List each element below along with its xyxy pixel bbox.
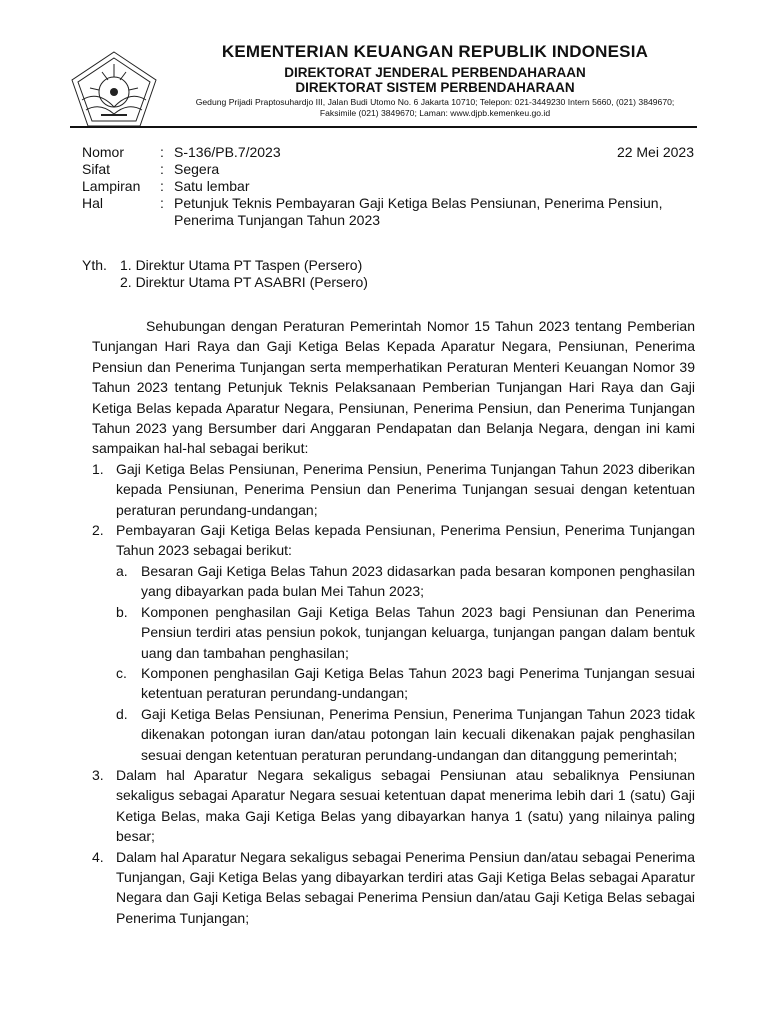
- item-text: Gaji Ketiga Belas Pensiunan, Penerima Pensiun, Penerima Tunjangan Tahun 2023 tidak dikenakan potongan iuran dan/atau potongan lain kecuali dikenakan pajak penghasilan sesuai dengan ketentuan peraturan perundang-undangan dan ditanggung pemerintah;: [141, 705, 695, 763]
- meta-row-sifat: [82, 161, 694, 178]
- intro-paragraph: Sehubungan dengan Peraturan Pemerintah Nomor 15 Tahun 2023 tentang Pemberian Tunjangan Hari Raya dan Gaji Ketiga Belas Kepada Aparatur Negara, Pensiunan, Penerima Pensiun dan Penerima Tunjangan serta memperhatikan Peraturan Menteri Keuangan Nomor 39 Tahun 2023 tentang Petunjuk Teknis Pelaksanaan Pemberian Tunjangan Hari Raya dan Gaji Ketiga Belas kepada Aparatur Negara, Pensiunan, Penerima Pensiun, dan Penerima Tunjangan Tahun 2023 yang Bersumber dari Anggaran Pendapatan dan Belanja Negara, dengan ini kami sampaikan hal-hal sebagai berikut:: [92, 318, 695, 457]
- list-item: [116, 704, 695, 765]
- item-number: 4.: [92, 848, 104, 865]
- list-item: [92, 520, 695, 765]
- addressee-list: [120, 257, 368, 291]
- meta-label: Lampiran: [82, 178, 141, 194]
- item-text: Besaran Gaji Ketiga Belas Tahun 2023 didasarkan pada besaran komponen penghasilan yang dibayarkan pada bulan Mei Tahun 2023;: [141, 562, 695, 600]
- letter-date: 22 Mei 2023: [616, 144, 694, 160]
- meta-label: Hal: [82, 195, 104, 211]
- meta-row-nomor: [82, 144, 694, 161]
- item-letter: c.: [116, 664, 127, 681]
- item-letter: d.: [116, 705, 128, 722]
- item-text: Dalam hal Aparatur Negara sekaligus sebagai Pensiunan atau sebaliknya Pensiunan sekaligus sebagai Aparatur Negara sesuai ketentuan dapat menerima lebih dari 1 (satu) Gaji Ketiga Belas, maka Gaji Ketiga Belas yang dibayarkan hanya 1 (satu) yang nilainya paling besar;: [116, 766, 695, 845]
- list-item: [92, 459, 695, 520]
- meta-value: Satu lembar: [174, 178, 250, 194]
- meta-value: Segera: [174, 161, 220, 177]
- subject-line-2: Penerima Tunjangan Tahun 2023: [174, 212, 381, 228]
- letterhead-divider: [70, 126, 697, 128]
- list-item: [116, 602, 695, 663]
- meta-value: S-136/PB.7/2023: [174, 144, 281, 160]
- list-item: [116, 663, 695, 704]
- address-line-2: Faksimile (021) 3849670; Laman: www.djpb.kemenkeu.go.id: [319, 108, 551, 118]
- ministry-emblem-icon: [68, 50, 160, 128]
- directorate-general-name: DIREKTORAT JENDERAL PERBENDAHARAAN: [284, 65, 586, 80]
- item-text: Komponen penghasilan Gaji Ketiga Belas Tahun 2023 bagi Pensiunan dan Penerima Pensiun terdiri atas pensiun pokok, tunjangan keluarga, tunjangan pangan dalam bentuk uang dan tambahan penghasilan;: [141, 603, 695, 661]
- meta-label: Sifat: [82, 161, 111, 177]
- meta-row-lampiran: [82, 178, 694, 195]
- address-line-1: Gedung Prijadi Praptosuhardjo III, Jalan Budi Utomo No. 6 Jakarta 10710; Telepon: 021-3449230 Intern 5660, (021) 3849670;: [195, 97, 675, 107]
- item-number: 2.: [92, 522, 104, 539]
- item-number: 1.: [92, 460, 104, 477]
- item-letter: a.: [116, 562, 128, 579]
- item-text: Komponen penghasilan Gaji Ketiga Belas Tahun 2023 bagi Penerima Tunjangan sesuai ketentuan peraturan perundang-undangan;: [141, 664, 695, 702]
- list-item: [116, 561, 695, 602]
- subject-line-1: Petunjuk Teknis Pembayaran Gaji Ketiga Belas Pensiunan, Penerima Pensiun,: [174, 195, 663, 211]
- meta-row-hal: [82, 195, 694, 229]
- points-list: [92, 459, 695, 928]
- letterhead: [0, 0, 768, 132]
- list-item: [92, 765, 695, 847]
- meta-colon: :: [160, 178, 164, 194]
- addressee-label: Yth.: [82, 257, 107, 273]
- item-text: Pembayaran Gaji Ketiga Belas kepada Pensiunan, Penerima Pensiun, Penerima Tunjangan Tahun 2023 sebagai berikut:: [116, 522, 695, 559]
- directorate-name: DIREKTORAT SISTEM PERBENDAHARAAN: [295, 80, 575, 95]
- meta-colon: :: [160, 161, 164, 177]
- letter-body: [92, 316, 695, 928]
- addressee-item: 2. Direktur Utama PT ASABRI (Persero): [120, 274, 368, 290]
- item-text: Dalam hal Aparatur Negara sekaligus sebagai Penerima Pensiun dan/atau sebagai Penerima Tunjangan, Gaji Ketiga Belas yang dibayarkan terdiri atas Gaji Ketiga Belas sebagai Aparatur Negara dan Gaji Ketiga Belas sebagai Penerima Pensiun dan/atau Gaji Ketiga Belas sebagai Penerima Tunjangan;: [116, 848, 695, 926]
- letter-meta: [82, 144, 694, 229]
- item-number: 3.: [92, 766, 104, 783]
- meta-label: Nomor: [82, 144, 125, 160]
- letterhead-text: [170, 41, 700, 119]
- meta-colon: :: [160, 144, 164, 160]
- meta-colon: :: [160, 195, 164, 211]
- item-text: Gaji Ketiga Belas Pensiunan, Penerima Pensiun, Penerima Tunjangan Tahun 2023 diberikan kepada Pensiunan, Penerima Pensiun dan Penerima Tunjangan sesuai dengan ketentuan peraturan perundang-undangan;: [116, 460, 695, 518]
- ministry-name: KEMENTERIAN KEUANGAN REPUBLIK INDONESIA: [221, 42, 649, 61]
- addressee-item: 1. Direktur Utama PT Taspen (Persero): [120, 257, 363, 273]
- meta-value: [174, 195, 694, 229]
- list-item: [92, 847, 695, 929]
- subpoints-list: [116, 561, 695, 765]
- item-letter: b.: [116, 603, 128, 620]
